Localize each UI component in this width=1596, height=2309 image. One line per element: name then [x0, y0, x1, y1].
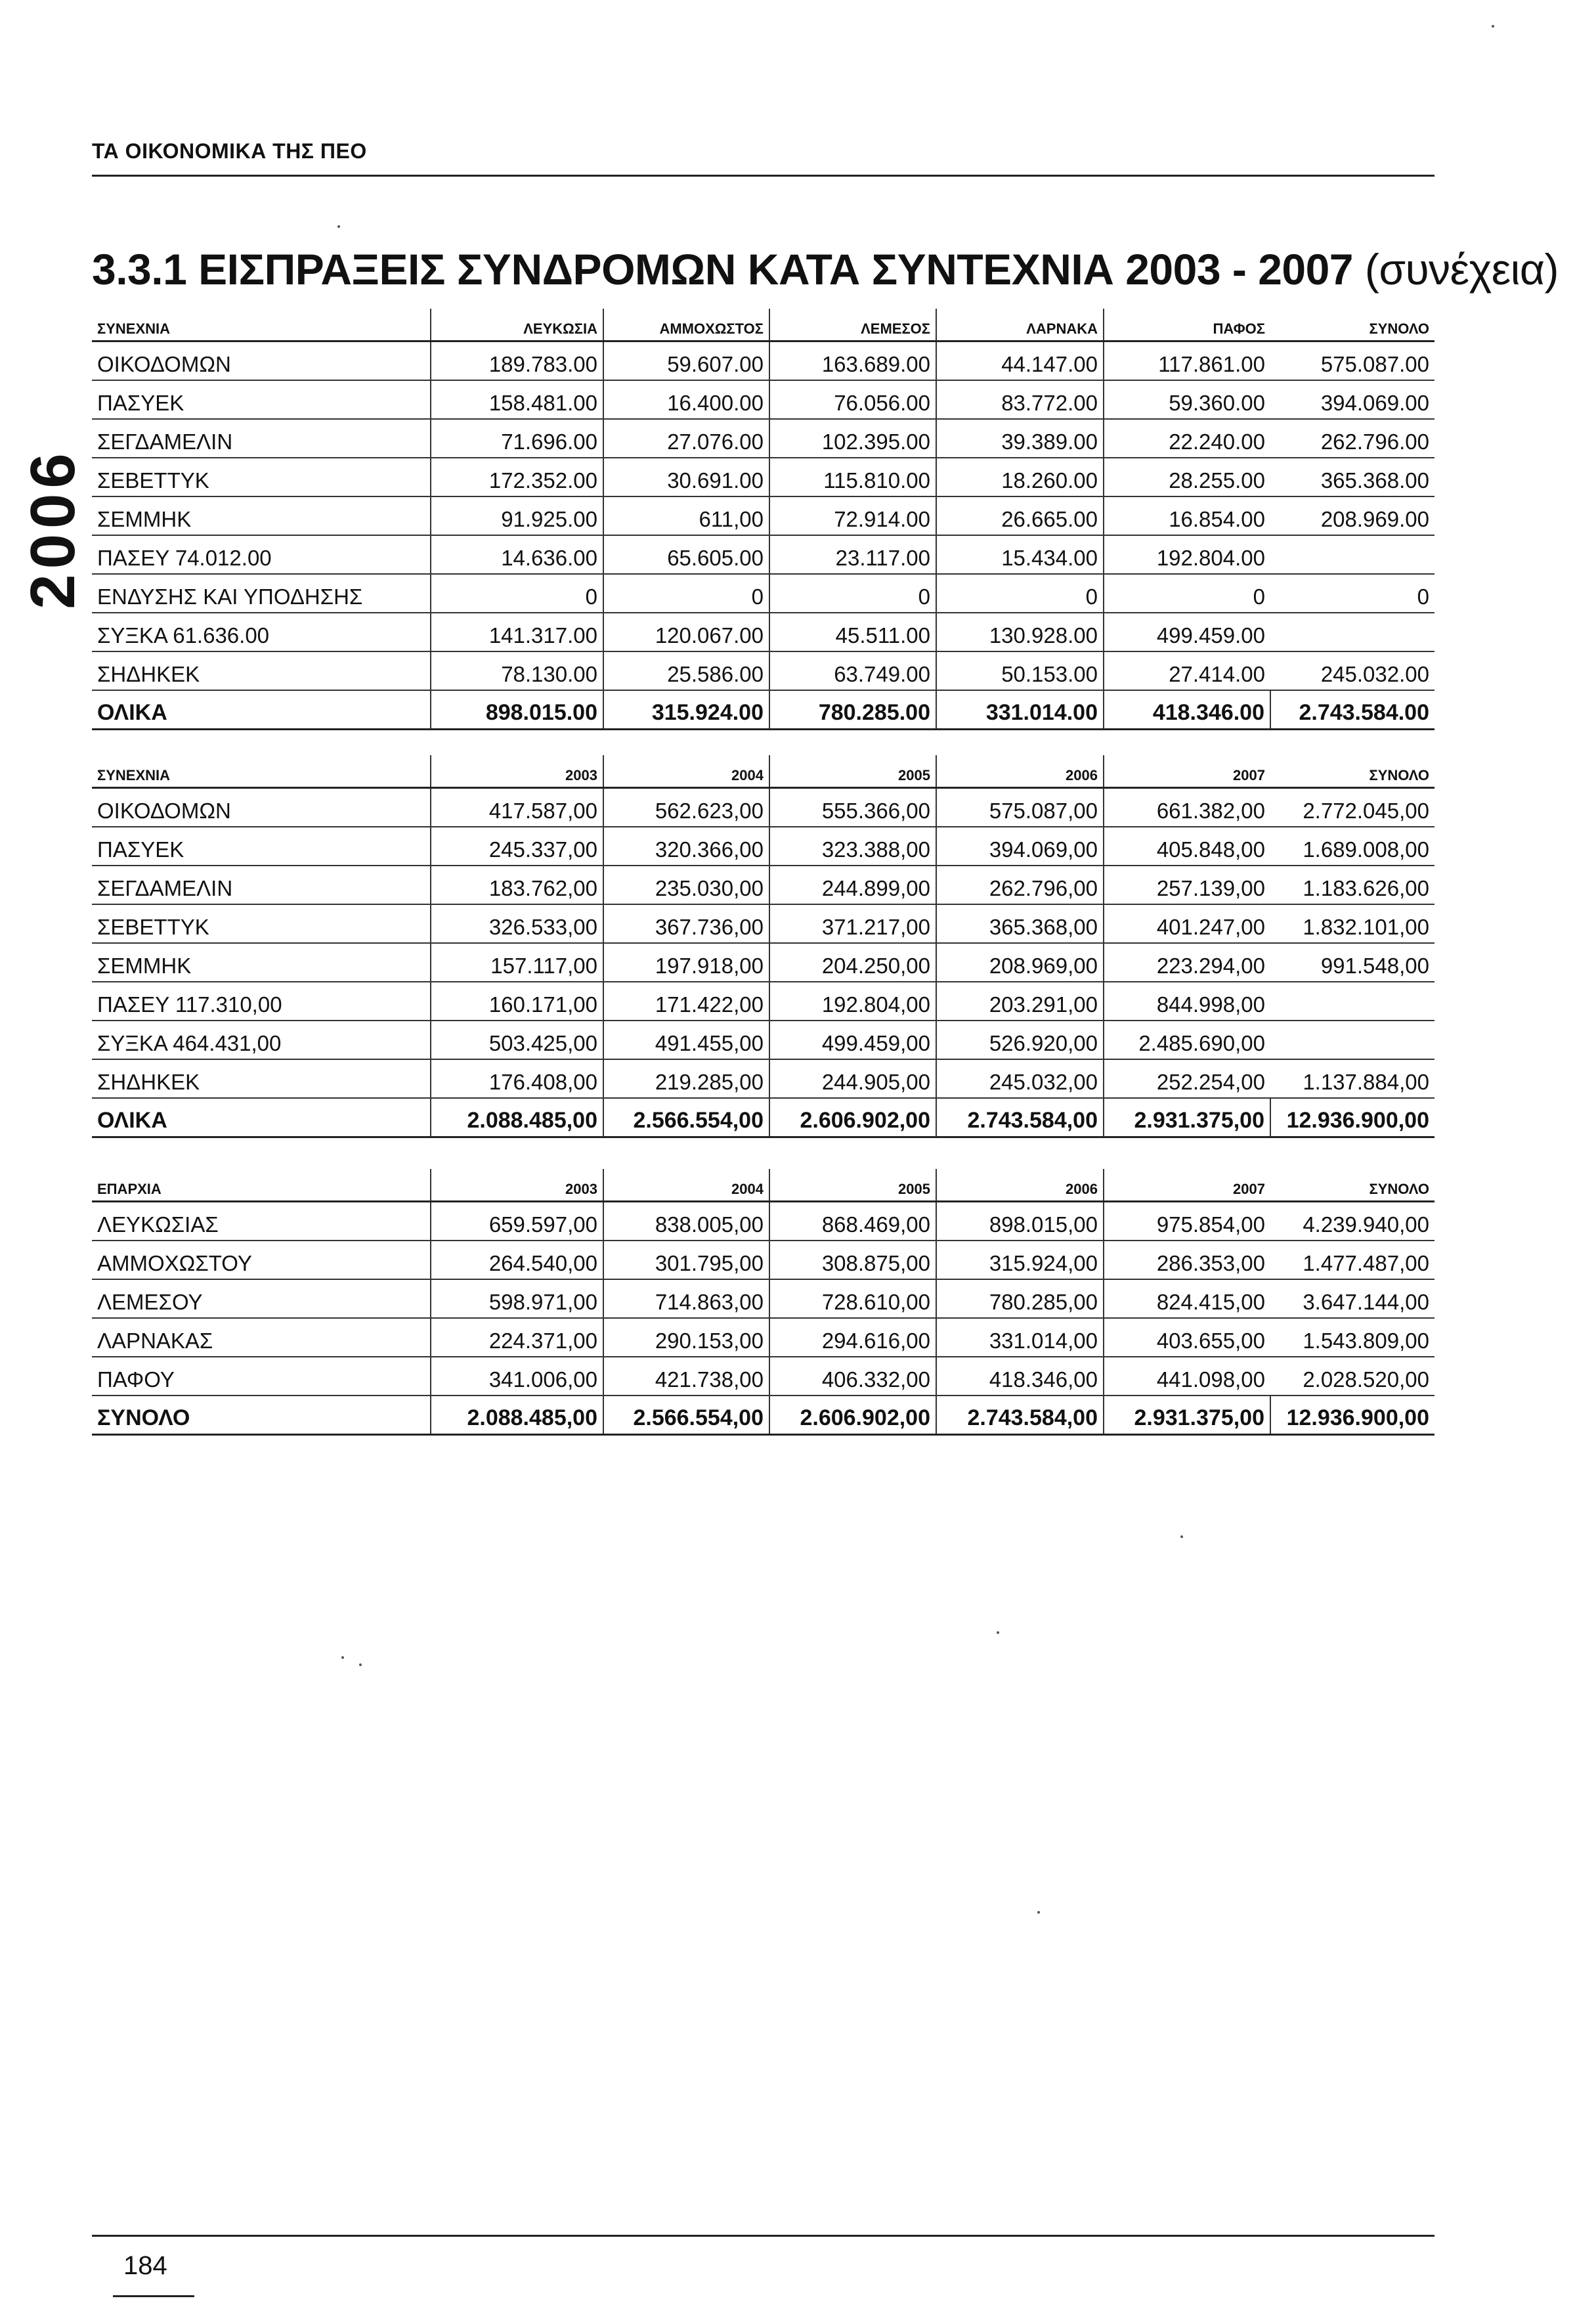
table-cell: 1.477.487,00 — [1270, 1241, 1434, 1279]
table-cell: 0 — [769, 574, 936, 613]
row-label: ΣΥΞΚΑ 61.636.00 — [92, 613, 431, 651]
table-cell: 252.254,00 — [1104, 1059, 1270, 1098]
column-header: ΛΕΜΕΣΟΣ — [769, 309, 936, 341]
table-cell: 341.006,00 — [431, 1357, 603, 1396]
table-header-row — [92, 309, 1434, 341]
table-row — [92, 458, 1434, 496]
table-cell — [1270, 1021, 1434, 1059]
table-cell: 44.147.00 — [936, 341, 1104, 381]
table-cell: 0 — [1104, 574, 1270, 613]
table-cell: 171.422,00 — [603, 982, 769, 1021]
table-cell: 394.069,00 — [936, 827, 1104, 866]
table-row — [92, 1059, 1434, 1098]
header-rule — [92, 175, 1434, 177]
table-cell: 0 — [431, 574, 603, 613]
table-cell: 406.332,00 — [769, 1357, 936, 1396]
table-cell: 2.743.584,00 — [936, 1396, 1104, 1435]
table-cell: 1.183.626,00 — [1270, 866, 1434, 904]
table-cell: 575.087.00 — [1270, 341, 1434, 381]
table-cell: 371.217,00 — [769, 904, 936, 943]
table-cell: 2.772.045,00 — [1270, 788, 1434, 827]
table-cell: 197.918,00 — [603, 943, 769, 982]
table-cell: 2.743.584,00 — [936, 1098, 1104, 1137]
row-label: ΠΑΣΕΥ 74.012.00 — [92, 535, 431, 574]
table-cell: 16.400.00 — [603, 380, 769, 419]
table-cell: 30.691.00 — [603, 458, 769, 496]
table-row — [92, 943, 1434, 982]
table-cell: 4.239.940,00 — [1270, 1202, 1434, 1241]
scan-speck — [1492, 25, 1494, 28]
table-cell: 83.772.00 — [936, 380, 1104, 419]
table-cell: 331.014,00 — [936, 1318, 1104, 1357]
table-cell: 2.485.690,00 — [1104, 1021, 1270, 1059]
table-cell — [1270, 982, 1434, 1021]
table-cell: 315.924.00 — [603, 690, 769, 730]
table-cell: 115.810.00 — [769, 458, 936, 496]
table-cell: 183.762,00 — [431, 866, 603, 904]
table-cell: 714.863,00 — [603, 1279, 769, 1318]
table-cell: 176.408,00 — [431, 1059, 603, 1098]
running-head: ΤΑ ΟΙΚΟΝΟΜΙΚΑ ΤΗΣ ΠΕΟ — [92, 139, 367, 163]
table-cell: 441.098,00 — [1104, 1357, 1270, 1396]
table-cell: 192.804.00 — [1104, 535, 1270, 574]
table-cell: 526.920,00 — [936, 1021, 1104, 1059]
table-row — [92, 496, 1434, 535]
table-cell: 23.117.00 — [769, 535, 936, 574]
table-cell: 257.139,00 — [1104, 866, 1270, 904]
table-cell: 286.353,00 — [1104, 1241, 1270, 1279]
table-cell: 12.936.900,00 — [1270, 1098, 1434, 1137]
column-header: ΣΥΝΟΛΟ — [1270, 755, 1434, 788]
row-label: ΣΕΓΔΑΜΕΛΙΝ — [92, 419, 431, 458]
table-cell: 898.015.00 — [431, 690, 603, 730]
row-label: ΟΛΙΚΑ — [92, 690, 431, 730]
table-cell: 575.087,00 — [936, 788, 1104, 827]
table-cell: 290.153,00 — [603, 1318, 769, 1357]
table-cell: 661.382,00 — [1104, 788, 1270, 827]
table-cell: 59.360.00 — [1104, 380, 1270, 419]
column-header: 2007 — [1104, 1169, 1270, 1202]
table-cell: 14.636.00 — [431, 535, 603, 574]
table-cell: 598.971,00 — [431, 1279, 603, 1318]
table-by-district-2006 — [92, 309, 1434, 730]
side-year-label: 2006 — [18, 448, 88, 609]
table-cell: 192.804,00 — [769, 982, 936, 1021]
table-cell: 224.371,00 — [431, 1318, 603, 1357]
column-header: 2004 — [603, 755, 769, 788]
table-cell: 16.854.00 — [1104, 496, 1270, 535]
scan-speck — [359, 1663, 362, 1666]
table-cell: 301.795,00 — [603, 1241, 769, 1279]
table-cell: 39.389.00 — [936, 419, 1104, 458]
table-cell: 499.459.00 — [1104, 613, 1270, 651]
column-header: 2003 — [431, 1169, 603, 1202]
row-label: ΟΙΚΟΔΟΜΩΝ — [92, 341, 431, 381]
table-row — [92, 1021, 1434, 1059]
table-cell: 2.606.902,00 — [769, 1396, 936, 1435]
table-row — [92, 341, 1434, 381]
table-cell: 394.069.00 — [1270, 380, 1434, 419]
table-cell: 117.861.00 — [1104, 341, 1270, 381]
table-cell: 418.346.00 — [1104, 690, 1270, 730]
table-row — [92, 866, 1434, 904]
table-row — [92, 1318, 1434, 1357]
page-number-underline — [113, 2295, 194, 2297]
table-cell: 163.689.00 — [769, 341, 936, 381]
table-row — [92, 574, 1434, 613]
row-label: ΟΛΙΚΑ — [92, 1098, 431, 1137]
table-cell: 331.014.00 — [936, 690, 1104, 730]
table-cell: 659.597,00 — [431, 1202, 603, 1241]
column-header: 2005 — [769, 755, 936, 788]
table-cell: 245.032.00 — [1270, 651, 1434, 690]
side-year-marker — [18, 430, 88, 627]
table-cell: 63.749.00 — [769, 651, 936, 690]
table-cell: 160.171,00 — [431, 982, 603, 1021]
table-cell: 991.548,00 — [1270, 943, 1434, 982]
table-cell: 0 — [1270, 574, 1434, 613]
row-label: ΛΑΡΝΑΚΑΣ — [92, 1318, 431, 1357]
table-cell: 3.647.144,00 — [1270, 1279, 1434, 1318]
table-cell: 2.931.375,00 — [1104, 1396, 1270, 1435]
table-cell: 26.665.00 — [936, 496, 1104, 535]
table-cell: 780.285,00 — [936, 1279, 1104, 1318]
column-header: ΣΥΝΟΛΟ — [1270, 1169, 1434, 1202]
table-row — [92, 827, 1434, 866]
column-header: ΠΑΦΟΣ — [1104, 309, 1270, 341]
table-cell: 0 — [936, 574, 1104, 613]
table-cell: 50.153.00 — [936, 651, 1104, 690]
table-cell: 1.543.809,00 — [1270, 1318, 1434, 1357]
table-cell: 2.743.584.00 — [1270, 690, 1434, 730]
table-cell — [1270, 613, 1434, 651]
table-cell: 728.610,00 — [769, 1279, 936, 1318]
row-label: ΣΥΝΟΛΟ — [92, 1396, 431, 1435]
table-cell: 45.511.00 — [769, 613, 936, 651]
table-cell: 0 — [603, 574, 769, 613]
table-cell: 244.905,00 — [769, 1059, 936, 1098]
table-cell: 72.914.00 — [769, 496, 936, 535]
column-header: 2004 — [603, 1169, 769, 1202]
table-by-province-yearly — [92, 1169, 1434, 1436]
table-cell: 975.854,00 — [1104, 1202, 1270, 1241]
row-label: ΕΝΔΥΣΗΣ ΚΑΙ ΥΠΟΔΗΣΗΣ — [92, 574, 431, 613]
table-cell: 219.285,00 — [603, 1059, 769, 1098]
table-cell: 244.899,00 — [769, 866, 936, 904]
table-cell: 294.616,00 — [769, 1318, 936, 1357]
column-header: 2003 — [431, 755, 603, 788]
table-cell: 264.540,00 — [431, 1241, 603, 1279]
table-cell: 2.088.485,00 — [431, 1098, 603, 1137]
title-suffix: (συνέχεια) — [1364, 245, 1559, 294]
scan-speck — [1180, 1535, 1183, 1538]
table-cell: 2.088.485,00 — [431, 1396, 603, 1435]
table-cell: 405.848,00 — [1104, 827, 1270, 866]
footer-rule — [92, 2235, 1434, 2237]
table-cell: 503.425,00 — [431, 1021, 603, 1059]
table-header-row — [92, 1169, 1434, 1202]
table-cell: 1.137.884,00 — [1270, 1059, 1434, 1098]
table-cell: 120.067.00 — [603, 613, 769, 651]
table-cell: 27.414.00 — [1104, 651, 1270, 690]
column-header: 2005 — [769, 1169, 936, 1202]
row-label: ΣΕΓΔΑΜΕΛΙΝ — [92, 866, 431, 904]
table-cell: 555.366,00 — [769, 788, 936, 827]
table-by-union-yearly — [92, 755, 1434, 1138]
table-cell: 844.998,00 — [1104, 982, 1270, 1021]
table-cell: 223.294,00 — [1104, 943, 1270, 982]
table-total-row — [92, 690, 1434, 730]
table-row — [92, 1202, 1434, 1241]
table-cell: 562.623,00 — [603, 788, 769, 827]
table-cell: 262.796,00 — [936, 866, 1104, 904]
table-cell: 158.481.00 — [431, 380, 603, 419]
table-cell: 308.875,00 — [769, 1241, 936, 1279]
table-row — [92, 419, 1434, 458]
column-header: 2007 — [1104, 755, 1270, 788]
table-cell: 78.130.00 — [431, 651, 603, 690]
scan-speck — [1037, 1911, 1040, 1914]
scan-speck — [337, 225, 340, 228]
table-cell: 326.533,00 — [431, 904, 603, 943]
table-cell: 780.285.00 — [769, 690, 936, 730]
table-cell: 499.459,00 — [769, 1021, 936, 1059]
table-cell: 898.015,00 — [936, 1202, 1104, 1241]
table-row — [92, 904, 1434, 943]
column-header: 2006 — [936, 755, 1104, 788]
table-row — [92, 982, 1434, 1021]
table-cell: 838.005,00 — [603, 1202, 769, 1241]
table-cell: 262.796.00 — [1270, 419, 1434, 458]
page-title — [92, 244, 1559, 294]
table-cell: 367.736,00 — [603, 904, 769, 943]
table-cell: 203.291,00 — [936, 982, 1104, 1021]
table-header-row — [92, 755, 1434, 788]
table-row — [92, 651, 1434, 690]
table-cell: 824.415,00 — [1104, 1279, 1270, 1318]
table-cell: 1.689.008,00 — [1270, 827, 1434, 866]
column-header: ΛΑΡΝΑΚΑ — [936, 309, 1104, 341]
table-cell: 28.255.00 — [1104, 458, 1270, 496]
row-label: ΠΑΣΥΕΚ — [92, 380, 431, 419]
table-cell: 315.924,00 — [936, 1241, 1104, 1279]
row-label: ΠΑΣΥΕΚ — [92, 827, 431, 866]
column-header: ΣΥΝΕΧΝΙΑ — [92, 309, 431, 341]
table-row — [92, 1357, 1434, 1396]
table-cell: 401.247,00 — [1104, 904, 1270, 943]
table-cell: 235.030,00 — [603, 866, 769, 904]
table-cell: 157.117,00 — [431, 943, 603, 982]
row-label: ΣΕΒΕΤΤΥΚ — [92, 904, 431, 943]
table-cell: 365.368,00 — [936, 904, 1104, 943]
row-label: ΛΕΥΚΩΣΙΑΣ — [92, 1202, 431, 1241]
table-cell: 1.832.101,00 — [1270, 904, 1434, 943]
table-cell: 421.738,00 — [603, 1357, 769, 1396]
table-cell: 141.317.00 — [431, 613, 603, 651]
table-cell: 403.655,00 — [1104, 1318, 1270, 1357]
row-label: ΣΥΞΚΑ 464.431,00 — [92, 1021, 431, 1059]
row-label: ΣΕΒΕΤΤΥΚ — [92, 458, 431, 496]
row-label: ΟΙΚΟΔΟΜΩΝ — [92, 788, 431, 827]
table-cell: 27.076.00 — [603, 419, 769, 458]
column-header: ΕΠΑΡΧΙΑ — [92, 1169, 431, 1202]
row-label: ΣΕΜΜΗΚ — [92, 943, 431, 982]
table-cell — [1270, 535, 1434, 574]
row-label: ΑΜΜΟΧΩΣΤΟΥ — [92, 1241, 431, 1279]
table-row — [92, 1241, 1434, 1279]
table-cell: 245.337,00 — [431, 827, 603, 866]
row-label: ΠΑΣΕΥ 117.310,00 — [92, 982, 431, 1021]
row-label: ΠΑΦΟΥ — [92, 1357, 431, 1396]
scan-speck — [341, 1656, 344, 1659]
column-header: ΑΜΜΟΧΩΣΤΟΣ — [603, 309, 769, 341]
table-cell: 365.368.00 — [1270, 458, 1434, 496]
table-cell: 245.032,00 — [936, 1059, 1104, 1098]
table-cell: 323.388,00 — [769, 827, 936, 866]
table-cell: 2.606.902,00 — [769, 1098, 936, 1137]
table-cell: 2.566.554,00 — [603, 1396, 769, 1435]
table-row — [92, 1279, 1434, 1318]
table-cell: 102.395.00 — [769, 419, 936, 458]
table-cell: 22.240.00 — [1104, 419, 1270, 458]
title-main: 3.3.1 ΕΙΣΠΡΑΞΕΙΣ ΣΥΝΔΡΟΜΩΝ ΚΑΤΑ ΣΥΝΤΕΧΝΙΑ 2003 - 2007 — [92, 245, 1354, 294]
table-cell: 12.936.900,00 — [1270, 1396, 1434, 1435]
table-cell: 491.455,00 — [603, 1021, 769, 1059]
table-cell: 18.260.00 — [936, 458, 1104, 496]
column-header: ΣΥΝΟΛΟ — [1270, 309, 1434, 341]
table-cell: 2.931.375,00 — [1104, 1098, 1270, 1137]
row-label: ΛΕΜΕΣΟΥ — [92, 1279, 431, 1318]
table-cell: 2.566.554,00 — [603, 1098, 769, 1137]
table-cell: 320.366,00 — [603, 827, 769, 866]
column-header: ΛΕΥΚΩΣΙΑ — [431, 309, 603, 341]
table-cell: 76.056.00 — [769, 380, 936, 419]
table-cell: 611,00 — [603, 496, 769, 535]
table-total-row — [92, 1396, 1434, 1435]
scan-speck — [997, 1631, 999, 1634]
column-header: 2006 — [936, 1169, 1104, 1202]
page-number: 184 — [123, 2251, 167, 2280]
table-cell: 418.346,00 — [936, 1357, 1104, 1396]
row-label: ΣΗΔΗΚΕΚ — [92, 651, 431, 690]
table-cell: 91.925.00 — [431, 496, 603, 535]
table-cell: 208.969,00 — [936, 943, 1104, 982]
table-row — [92, 613, 1434, 651]
table-row — [92, 535, 1434, 574]
table-cell: 2.028.520,00 — [1270, 1357, 1434, 1396]
table-cell: 208.969.00 — [1270, 496, 1434, 535]
table-cell: 59.607.00 — [603, 341, 769, 381]
table-cell: 65.605.00 — [603, 535, 769, 574]
table-cell: 172.352.00 — [431, 458, 603, 496]
table-cell: 25.586.00 — [603, 651, 769, 690]
row-label: ΣΗΔΗΚΕΚ — [92, 1059, 431, 1098]
table-cell: 189.783.00 — [431, 341, 603, 381]
table-cell: 417.587,00 — [431, 788, 603, 827]
table-cell: 71.696.00 — [431, 419, 603, 458]
row-label: ΣΕΜΜΗΚ — [92, 496, 431, 535]
table-row — [92, 788, 1434, 827]
column-header: ΣΥΝΕΧΝΙΑ — [92, 755, 431, 788]
table-row — [92, 380, 1434, 419]
table-cell: 130.928.00 — [936, 613, 1104, 651]
table-cell: 15.434.00 — [936, 535, 1104, 574]
table-cell: 868.469,00 — [769, 1202, 936, 1241]
table-cell: 204.250,00 — [769, 943, 936, 982]
table-total-row — [92, 1098, 1434, 1137]
